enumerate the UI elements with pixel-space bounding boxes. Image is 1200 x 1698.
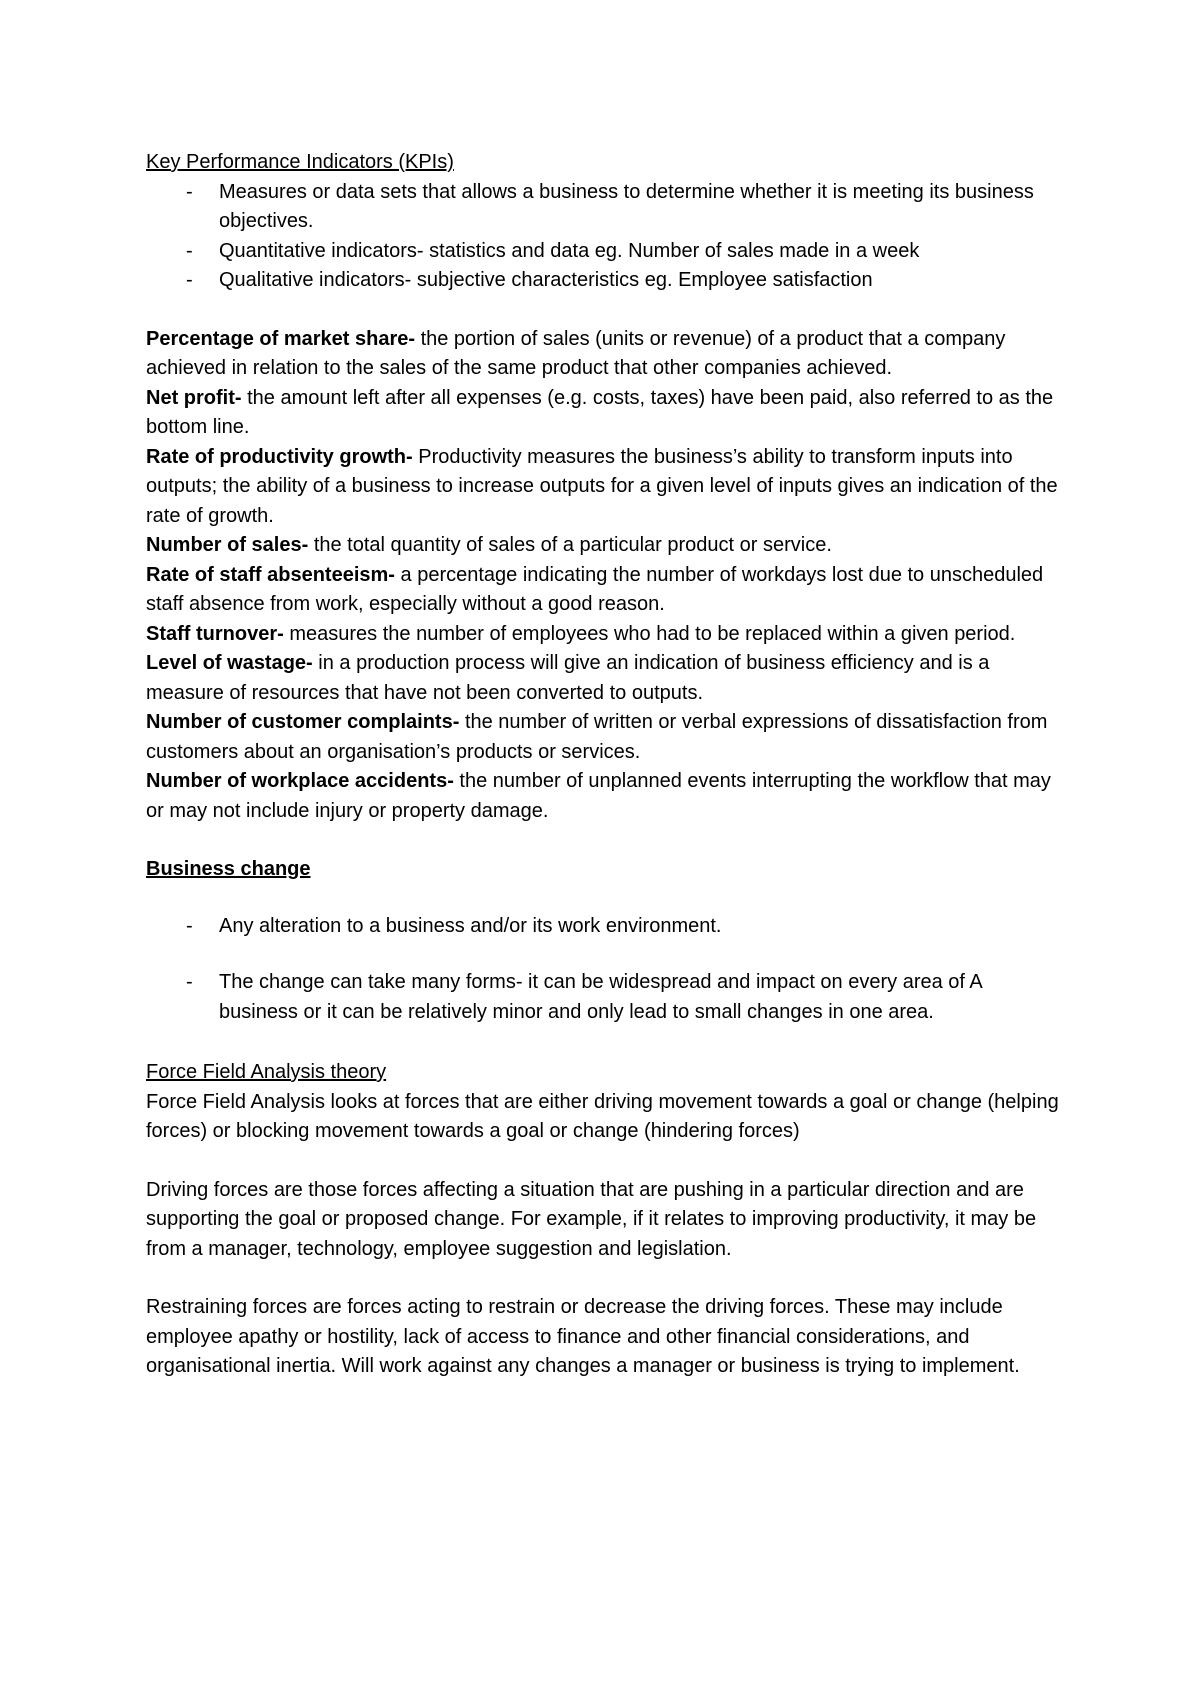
term-label: Level of wastage- [146,652,313,674]
list-item: - Quantitative indicators- statistics and data eg. Number of sales made in a week [146,237,1066,267]
list-item: - The change can take many forms- it can be widespread and impact on every area of A business or it can be relatively minor and only lead to small changes in one area. [146,968,1066,1027]
kpi-term-workplace-accidents [146,767,1066,826]
document-page [146,148,1066,1382]
term-definition: the number of unplanned events interrupting the workflow that may or may not include injury or property damage. [146,770,1051,822]
term-label: Number of sales- [146,534,309,556]
term-label: Rate of staff absenteeism- [146,563,395,586]
spacer [146,1027,1066,1058]
kpi-heading: Key Performance Indicators (KPIs) [146,151,454,173]
term-label: Net profit- [146,386,242,409]
kpi-bullet-list [146,178,1066,296]
spacer [146,826,1066,855]
spacer [146,1264,1066,1293]
term-label: Staff turnover- [146,622,284,645]
term-label: Number of workplace accidents- [146,770,454,792]
term-label: Percentage of market share- [146,327,416,350]
kpi-term-net-profit [146,384,1066,443]
restraining-forces-paragraph: Restraining forces are forces acting to restrain or decrease the driving forces. These may include employee apathy or hostility, lack of access to finance and other financial considerations, and organisational inertia. Will work against any changes a manager or business is trying to implement. [146,1296,1020,1377]
force-field-heading: Force Field Analysis theory [146,1061,387,1083]
kpi-term-productivity-growth [146,443,1066,532]
term-definition: measures the number of employees who had to be replaced within a given period. [283,622,1016,645]
term-definition: Productivity measures the business’s ability to transform inputs into outputs; the ability of a business to increase outputs for a given level of inputs gives an indication of the rate of growth. [146,445,1058,527]
term-definition: the amount left after all expenses (e.g. costs, taxes) have been paid, also referred to as the bottom line. [146,386,1054,438]
term-definition: the total quantity of sales of a particular product or service. [308,534,832,556]
force-field-intro: Force Field Analysis looks at forces that are either driving movement towards a goal or change (helping forces) or blocking movement towards a goal or change (hindering forces) [146,1090,1059,1142]
kpi-term-number-of-sales [146,531,1066,561]
driving-forces-paragraph: Driving forces are those forces affecting a situation that are pushing in a particular direction and are supporting the goal or proposed change. For example, if it relates to improving productivity, it may be from a manager, technology, employee suggestion and legislation. [146,1178,1037,1260]
term-label: Number of customer complaints- [146,711,460,733]
spacer [146,296,1066,325]
spacer [146,1147,1066,1176]
term-definition: the number of written or verbal expressions of dissatisfaction from customers about an organisation’s products or services. [146,711,1048,763]
kpi-term-customer-complaints [146,708,1066,767]
term-definition: in a production process will give an indication of business efficiency and is a measure of resources that have not been converted to outputs. [146,652,990,704]
kpi-term-staff-turnover [146,620,1066,650]
business-change-heading: Business change [146,858,311,880]
list-item: - Qualitative indicators- subjective characteristics eg. Employee satisfaction [146,266,1066,296]
list-item: - Any alteration to a business and/or its work environment. [146,912,1066,942]
kpi-term-market-share [146,325,1066,384]
term-definition: the portion of sales (units or revenue) of a product that a company achieved in relation to the sales of the same product that other companies achieved. [146,327,1006,379]
kpi-term-absenteeism [146,561,1066,620]
term-definition: a percentage indicating the number of workdays lost due to unscheduled staff absence from work, especially without a good reason. [146,563,1044,615]
kpi-term-wastage [146,649,1066,708]
term-label: Rate of productivity growth- [146,445,413,468]
list-item: - Measures or data sets that allows a business to determine whether it is meeting its business objectives. [146,178,1066,237]
business-change-bullet-list [146,912,1066,1028]
